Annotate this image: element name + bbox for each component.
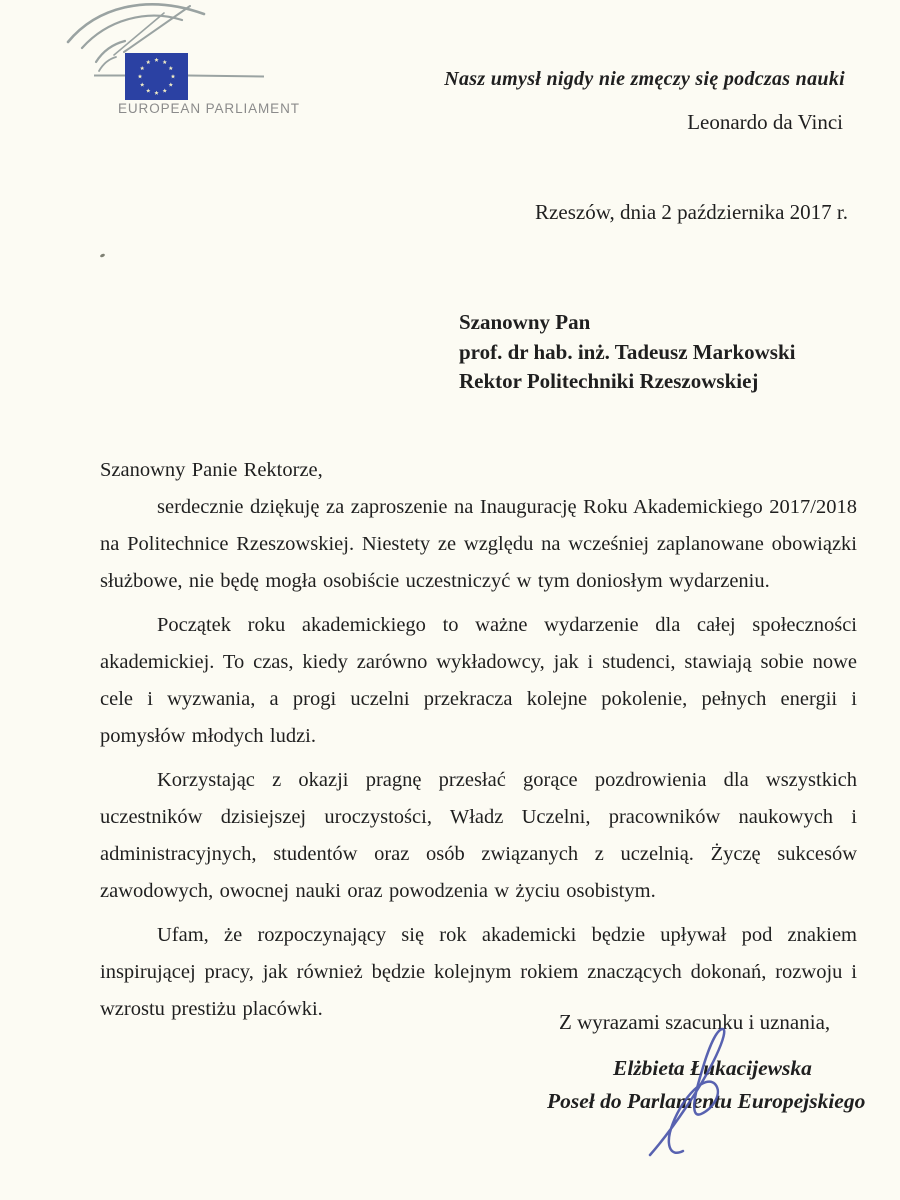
motto-attribution: Leonardo da Vinci (687, 110, 843, 134)
body-paragraph-1: serdecznie dziękuję za zaproszenie na Inaugurację Roku Akademickiego 2017/2018 na Politechnice Rzeszowskiej. Niestety ze względu na wcześniej zaplanowane obowiązki służbowe, nie będę mogła osobiście uczestniczyć w tym doniosłym wydarzeniu. (100, 496, 857, 592)
addressee-block (459, 308, 879, 397)
addressee-line: Rektor Politechniki Rzeszowskiej (459, 369, 759, 393)
handwritten-signature (580, 1012, 860, 1172)
motto-quote: Nasz umysł nigdy nie zmęczy się podczas nauki (444, 68, 845, 90)
body-paragraph-3: Korzystając z okazji pragnę przesłać gorące pozdrowienia dla wszystkich uczestników dzisiejszej uroczystości, Władz Uczelni, pracowników naukowych i administracyjnych, studentów oraz osób związanych z uczelnią. Życzę sukcesów zawodowych, owocnej nauki oraz powodzenia w życiu osobistym. (100, 769, 857, 902)
signer-title: Poseł do Parlamentu Europejskiego (547, 1089, 866, 1113)
letter-body (100, 452, 857, 1028)
dateline: Rzeszów, dnia 2 października 2017 r. (535, 200, 848, 224)
valediction: Z wyrazami szacunku i uznania, (559, 1010, 831, 1034)
european-parliament-logo (66, 0, 316, 100)
scan-speck (100, 253, 106, 258)
body-paragraph-4: Ufam, że rozpoczynający się rok akademicki będzie upływał pod znakiem inspirującej pracy, jak również będzie kolejnym rokiem znaczących dokonań, rozwoju i wzrostu prestiżu placówki. (100, 924, 857, 1020)
signer-name: Elżbieta Łukacijewska (613, 1056, 812, 1080)
body-paragraph-2: Początek roku akademickiego to ważne wydarzenie dla całej społeczności akademickiej. To czas, kiedy zarówno wykładowcy, jak i studenci, stawiają sobie nowe cele i wyzwania, a progi uczelni przekracza kolejne pokolenie, pełnych energii i pomysłów młodych ludzi. (100, 614, 857, 747)
logo-caption: EUROPEAN PARLIAMENT (118, 101, 300, 116)
addressee-line: prof. dr hab. inż. Tadeusz Markowski (459, 339, 796, 364)
salutation: Szanowny Panie Rektorze, (100, 459, 323, 481)
addressee-line: Szanowny Pan (459, 310, 591, 334)
